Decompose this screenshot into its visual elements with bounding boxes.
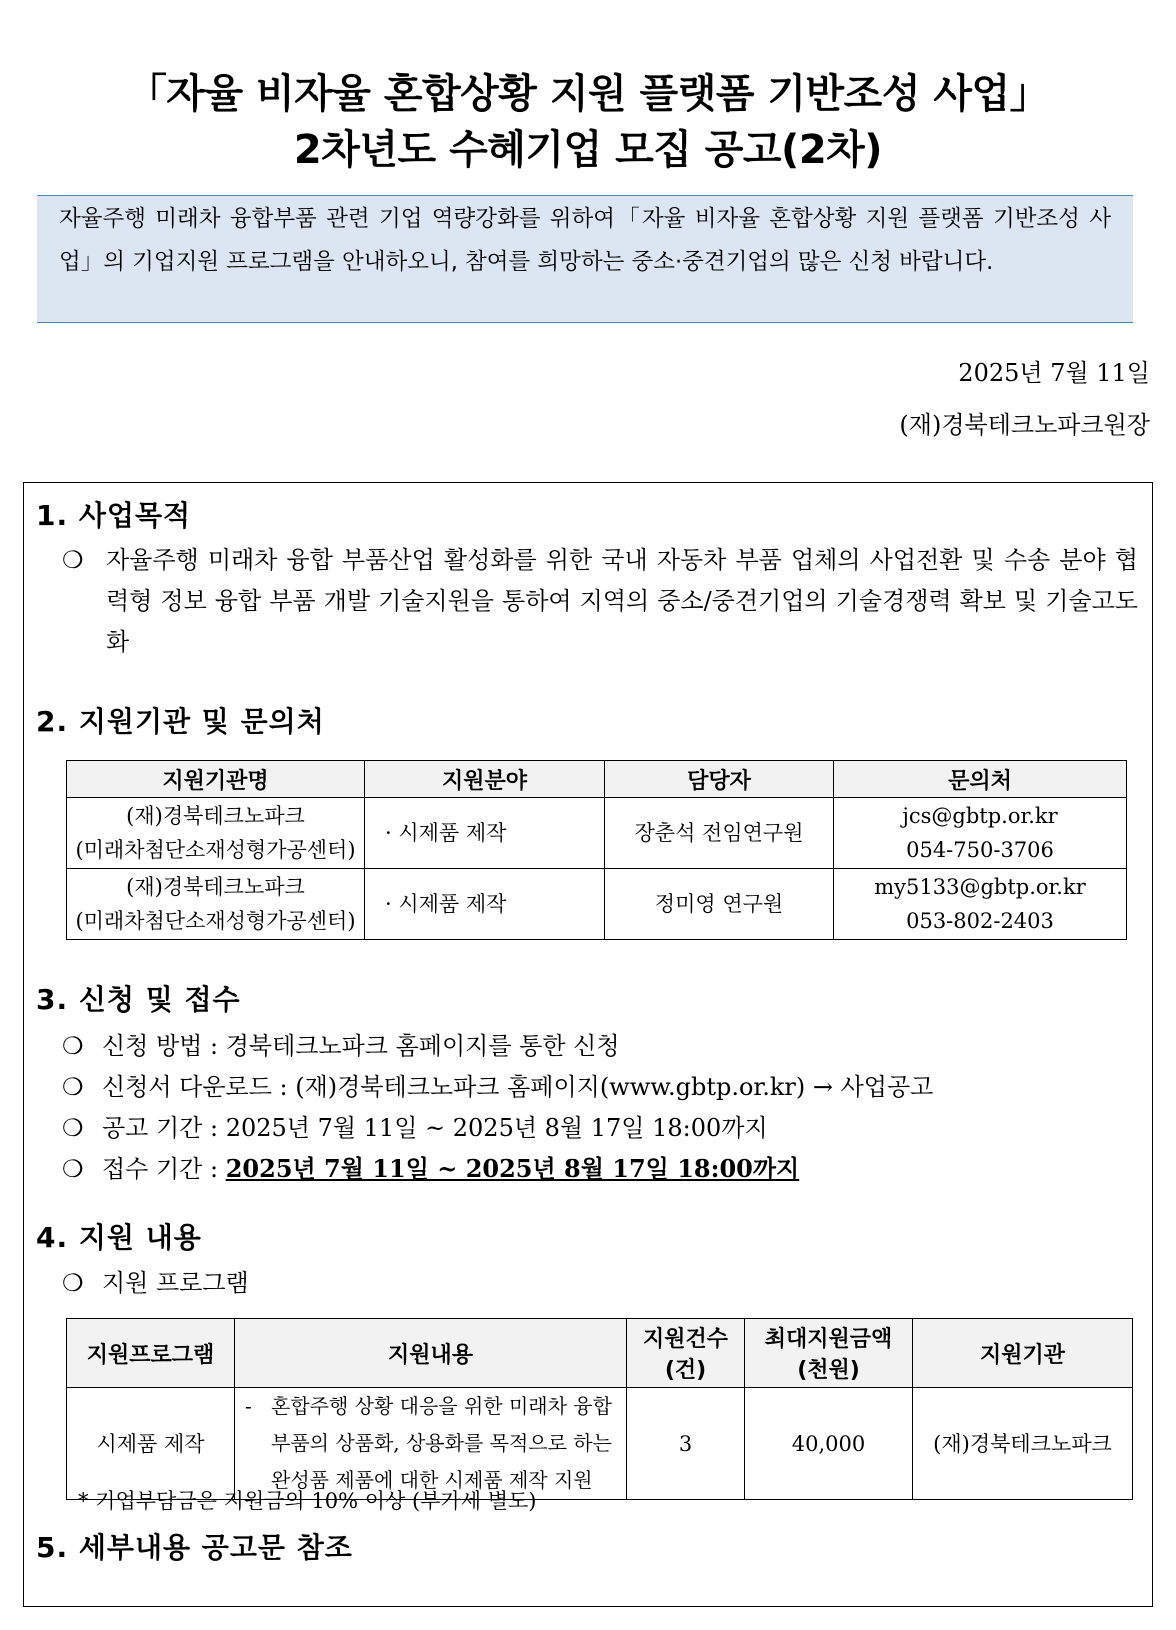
phone-number: 054-750-3706 — [906, 838, 1054, 862]
email-link[interactable]: jcs@gbtp.or.kr — [902, 804, 1058, 828]
contact-cell — [834, 869, 1127, 940]
table-row — [67, 798, 1127, 869]
content-text: 혼합주행 상황 대응을 위한 미래차 융합 부품의 상품화, 상용화를 목적으로 하는 완성품 제품에 대한 시제품 제작 지원 — [271, 1394, 612, 1492]
field-cell: · 시제품 제작 — [365, 798, 605, 869]
section-1-purpose — [62, 540, 1138, 663]
manager-cell: 장춘석 전임연구원 — [605, 798, 834, 869]
contact-table — [66, 760, 1127, 940]
form-download — [62, 1067, 933, 1102]
apply-method-text: 신청 방법 : 경북테크노파크 홈페이지를 통한 신청 — [102, 1032, 620, 1060]
manager-cell: 정미영 연구원 — [605, 869, 834, 940]
cost-share-note: * 기업부담금은 지원금의 10% 이상 (부가세 별도) — [78, 1489, 537, 1513]
amount-cell: 40,000 — [745, 1388, 913, 1500]
count-cell: 3 — [627, 1388, 745, 1500]
program-table — [66, 1318, 1133, 1500]
count-header-line2: (건) — [664, 1358, 707, 1383]
count-header-line1: 지원건수 — [642, 1327, 728, 1352]
program-cell: 시제품 제작 — [67, 1388, 235, 1500]
title-line-1: 「자율 비자율 혼합상황 지원 플랫폼 기반조성 사업」 — [126, 71, 1050, 117]
col-header-contact: 문의처 — [834, 761, 1127, 798]
section-3-heading: 3. 신청 및 접수 — [36, 983, 241, 1016]
col-header-amount — [745, 1319, 913, 1388]
col-header-agency: 지원기관 — [913, 1319, 1133, 1388]
intro-box: 자율주행 미래차 융합부품 관련 기업 역량강화를 위하여「자율 비자율 혼합상황 지원 플랫폼 기반조성 사업」의 기업지원 프로그램을 안내하오니, 참여를 희망하는 중소·중견기업의 많은 신청 바랍니다. — [37, 195, 1133, 323]
table-row — [67, 1388, 1133, 1500]
amount-header-line1: 최대지원금액 — [764, 1327, 893, 1352]
col-header-field: 지원분야 — [365, 761, 605, 798]
bullet-icon: ❍ — [62, 1269, 84, 1297]
col-header-manager: 담당자 — [605, 761, 834, 798]
agency-name: (재)경북테크노파크 — [126, 804, 305, 828]
agency-center: (미래차첨단소재성형가공센터) — [75, 909, 356, 933]
agency-cell: (재)경북테크노파크 — [913, 1388, 1133, 1500]
support-program-label: 지원 프로그램 — [102, 1269, 249, 1297]
purpose-text: 자율주행 미래차 융합 부품산업 활성화를 위한 국내 자동차 부품 업체의 사업전환 및 수송 분야 협력형 정보 융합 부품 개발 기술지원을 통하여 지역의 중소/중견기업의 기술경쟁력 확보 및 기술고도화 — [106, 546, 1138, 656]
receipt-period-label: 접수 기간 : — [102, 1155, 226, 1183]
phone-number: 053-802-2403 — [906, 909, 1054, 933]
contact-cell — [834, 798, 1127, 869]
receipt-period-value: 2025년 7월 11일 ~ 2025년 8월 17일 18:00까지 — [225, 1154, 800, 1183]
section-1-heading: 1. 사업목적 — [36, 499, 192, 532]
col-header-content: 지원내용 — [235, 1319, 627, 1388]
field-cell: · 시제품 제작 — [365, 869, 605, 940]
issuer-name: (재)경북테크노파크원장 — [899, 411, 1150, 439]
title-line-2: 2차년도 수혜기업 모집 공고(2차) — [293, 127, 883, 173]
section-5-heading: 5. 세부내용 공고문 참조 — [36, 1531, 353, 1564]
receipt-period — [62, 1149, 799, 1184]
bullet-icon: ❍ — [62, 546, 84, 574]
bullet-icon: ❍ — [62, 1155, 84, 1183]
support-program — [62, 1263, 249, 1298]
agency-center: (미래차첨단소재성형가공센터) — [75, 838, 356, 862]
bullet-icon: ❍ — [62, 1114, 84, 1142]
form-download-text: 신청서 다운로드 : (재)경북테크노파크 홈페이지(www.gbtp.or.kr) → 사업공고 — [102, 1073, 934, 1101]
table-row — [67, 869, 1127, 940]
col-header-program: 지원프로그램 — [67, 1319, 235, 1388]
bullet-icon: ❍ — [62, 1073, 84, 1101]
agency-name: (재)경북테크노파크 — [126, 875, 305, 899]
announcement-date: 2025년 7월 11일 — [958, 359, 1150, 387]
notice-period — [62, 1108, 768, 1143]
agency-cell — [67, 798, 365, 869]
section-4-heading: 4. 지원 내용 — [36, 1221, 202, 1254]
agency-cell — [67, 869, 365, 940]
section-2-heading: 2. 지원기관 및 문의처 — [36, 705, 325, 738]
notice-period-text: 공고 기간 : 2025년 7월 11일 ~ 2025년 8월 17일 18:00까지 — [102, 1114, 768, 1142]
amount-header-line2: (천원) — [797, 1358, 860, 1383]
email-link[interactable]: my5133@gbtp.or.kr — [874, 875, 1086, 899]
dash-mark: - — [245, 1394, 252, 1418]
apply-method — [62, 1026, 620, 1061]
bullet-icon: ❍ — [62, 1032, 84, 1060]
col-header-count — [627, 1319, 745, 1388]
col-header-agency: 지원기관명 — [67, 761, 365, 798]
content-cell — [235, 1388, 627, 1500]
